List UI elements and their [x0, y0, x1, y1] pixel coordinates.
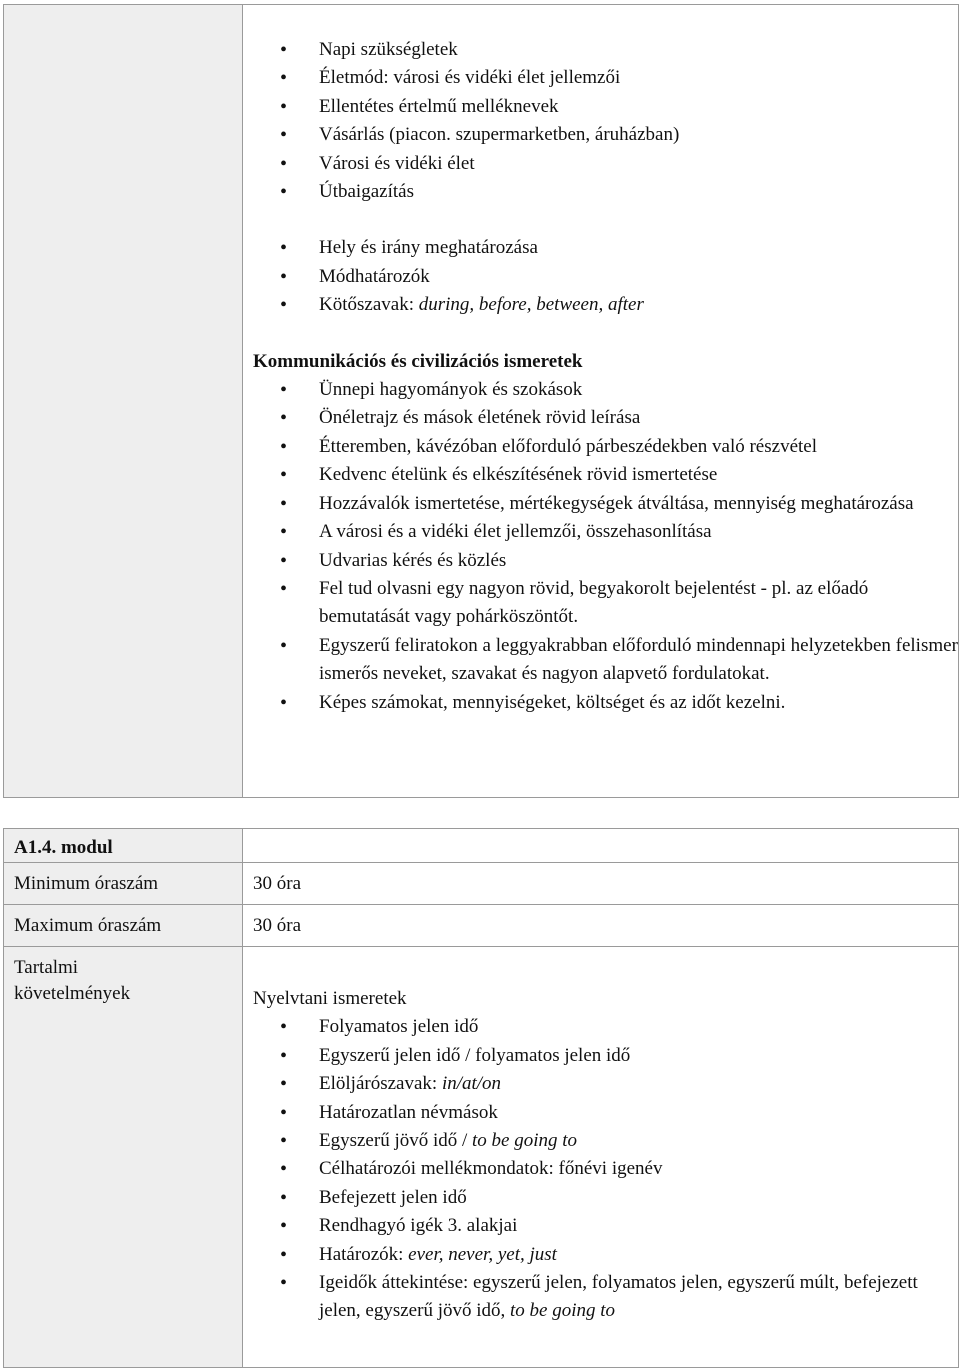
list-item — [243, 461, 958, 489]
grammar-items-list — [243, 1013, 958, 1325]
list-item-italic: to be going to — [510, 1300, 616, 1322]
list-item — [243, 1042, 958, 1070]
module-title: A1.4. modul — [14, 837, 113, 858]
max-hours-value-cell — [243, 905, 959, 947]
list-item — [243, 433, 958, 461]
list-item-text: Életmód: városi és vidéki élet jellemzői — [319, 67, 621, 89]
list-item — [243, 121, 958, 149]
section-title-communication: Kommunikációs és civilizációs ismeretek — [253, 350, 583, 372]
list-item-italic: during, before, between, after — [418, 294, 644, 316]
min-hours-value-cell — [243, 863, 959, 905]
list-item — [243, 1269, 958, 1326]
list-item — [243, 263, 958, 291]
list-item-text: Képes számokat, mennyiségeket, költséget és az időt kezelni. — [319, 691, 786, 713]
list-item — [243, 1241, 958, 1269]
list-item — [243, 1155, 958, 1183]
list-item-text: Városi és vidéki élet — [319, 152, 475, 174]
list-item-text: Fel tud olvasni egy nagyon rövid, begyakorolt bejelentést - pl. az előadó bemutatását vagy pohárköszöntőt. — [319, 577, 869, 628]
label-cell-empty — [4, 5, 243, 798]
list-item — [243, 1070, 958, 1098]
list-item-text: Határozatlan névmások — [319, 1101, 498, 1123]
min-hours-value: 30 óra — [253, 873, 302, 894]
list-item-text: Udvarias kérés és közlés — [319, 549, 507, 571]
communication-list — [243, 376, 958, 717]
list-item-text: Étteremben, kávézóban előforduló párbeszédekben való részvétel — [319, 435, 817, 457]
list-item — [243, 518, 958, 546]
list-item-text: Útbaigazítás — [319, 181, 414, 203]
list-item — [243, 689, 958, 717]
list-item-text: Kedvenc ételünk és elkészítésének rövid ismertetése — [319, 464, 718, 486]
list-item-text: Egyszerű jövő idő / — [319, 1130, 473, 1152]
list-item-italic: ever, never, yet, just — [408, 1243, 557, 1265]
module-table — [3, 828, 959, 1368]
list-item-text: Önéletrajz és mások életének rövid leírása — [319, 407, 641, 429]
list-item-text: Hely és irány meghatározása — [319, 237, 538, 259]
list-item-text: Ünnepi hagyományok és szokások — [319, 379, 583, 401]
min-hours-label-cell — [4, 863, 243, 905]
min-hours-label: Minimum óraszám — [14, 873, 159, 894]
grammar-list — [243, 234, 958, 319]
list-item — [243, 1099, 958, 1127]
list-item-text: Elöljárószavak: — [319, 1073, 442, 1095]
list-item-italic: to be going to — [472, 1130, 578, 1152]
section-title-grammar: Nyelvtani ismeretek — [253, 988, 407, 1009]
list-item — [243, 178, 958, 206]
list-item — [243, 490, 958, 518]
list-item-text: Igeidők áttekintése: egyszerű jelen, folyamatos jelen, egyszerű múlt, befejezett jelen, egyszerű jövő idő, — [319, 1272, 918, 1322]
list-item — [243, 64, 958, 92]
max-hours-value: 30 óra — [253, 915, 302, 936]
list-item — [243, 36, 958, 64]
max-hours-label: Maximum óraszám — [14, 915, 162, 936]
content-table-top — [3, 4, 959, 798]
content-label-cell — [4, 947, 243, 1368]
module-title-empty-cell — [243, 829, 959, 863]
list-item — [243, 291, 958, 319]
content-label: Tartalmi követelmények — [14, 957, 131, 1004]
list-item — [243, 93, 958, 121]
list-item-italic: in/at/on — [441, 1073, 502, 1095]
list-item-text: Rendhagyó igék 3. alakjai — [319, 1215, 518, 1237]
content-requirements-cell — [243, 947, 959, 1368]
list-item-text: A városi és a vidéki élet jellemzői, összehasonlítása — [319, 521, 712, 543]
list-item — [243, 1127, 958, 1155]
list-item-text: Ellentétes értelmű melléknevek — [319, 95, 559, 117]
list-item — [243, 547, 958, 575]
list-item — [243, 404, 958, 432]
list-item-text: Befejezett jelen idő — [319, 1186, 467, 1208]
list-item-text: Napi szükségletek — [319, 39, 458, 60]
list-item-text: Módhatározók — [319, 265, 430, 287]
list-item-text: Hozzávalók ismertetése, mértékegységek átváltása, mennyiség meghatározása — [319, 492, 914, 514]
list-item-text: Célhatározói mellékmondatok: főnévi igenév — [319, 1158, 663, 1180]
list-item — [243, 234, 958, 262]
list-item-text: Határozók: — [319, 1243, 409, 1265]
list-item — [243, 376, 958, 404]
list-item — [243, 150, 958, 178]
list-item — [243, 1184, 958, 1212]
list-item — [243, 1212, 958, 1240]
list-item-text: Folyamatos jelen idő — [319, 1016, 479, 1038]
list-item-text: Egyszerű jelen idő / folyamatos jelen idő — [319, 1044, 631, 1066]
module-title-cell — [4, 829, 243, 863]
list-item — [243, 1013, 958, 1041]
list-item-text: Vásárlás (piacon. szupermarketben, áruházban) — [319, 124, 680, 146]
list-item-text: Kötőszavak: — [319, 294, 419, 316]
content-cell — [243, 5, 959, 798]
list-item — [243, 632, 958, 689]
max-hours-label-cell — [4, 905, 243, 947]
topic-list — [243, 36, 958, 206]
list-item-text: Egyszerű feliratokon a leggyakrabban előforduló mindennapi helyzetekben felismer ismerős neveket, szavakat és nagyon alapvető fordulatokat. — [319, 634, 958, 685]
list-item — [243, 575, 958, 632]
